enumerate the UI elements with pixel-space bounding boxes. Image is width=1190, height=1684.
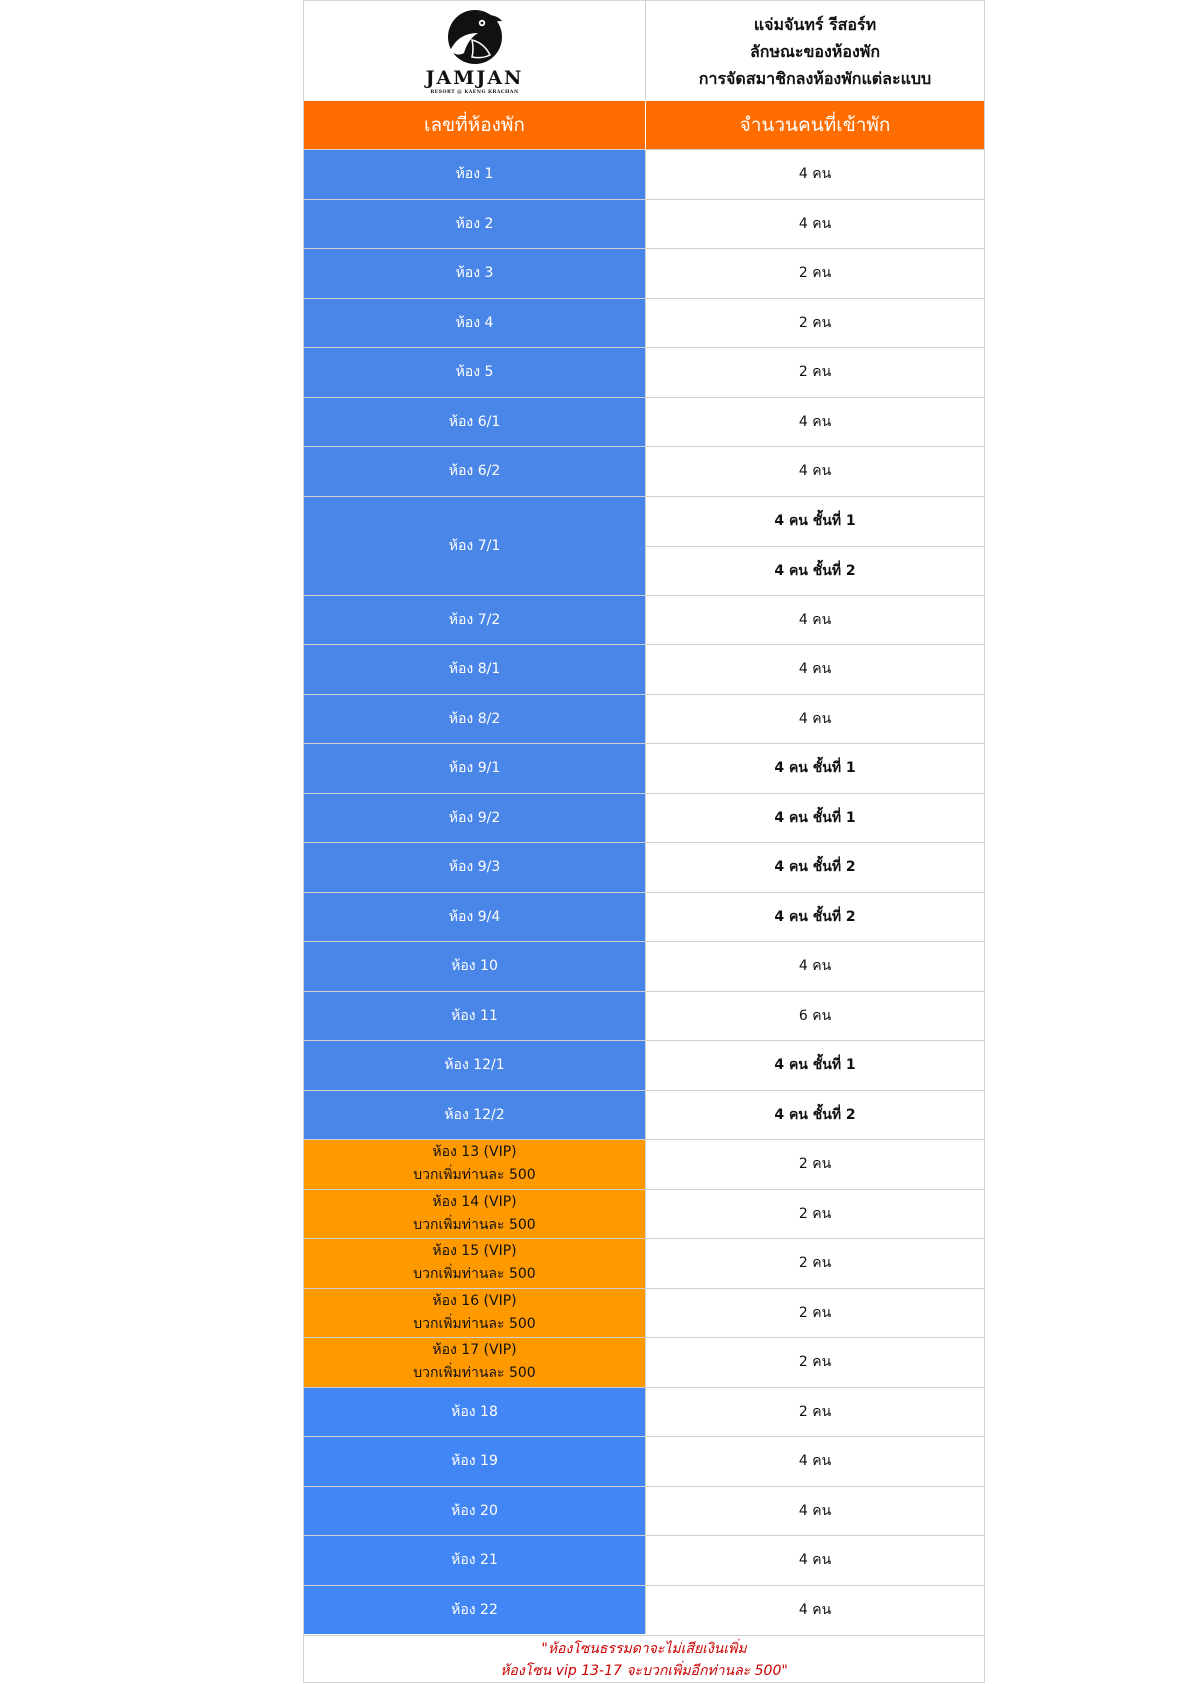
- room-cell: [304, 1586, 645, 1635]
- column-header-row: [304, 101, 984, 149]
- table-row: [304, 892, 984, 942]
- room-label: ห้อง 17 (VIP): [432, 1342, 517, 1359]
- room-cell: [304, 447, 645, 496]
- room-cell: [304, 1239, 645, 1288]
- guest-count: 2 คน: [798, 1304, 832, 1321]
- vip-surcharge-note: บวกเพิ่มท่านละ 500: [413, 1266, 536, 1283]
- room-label: ห้อง 3: [455, 265, 494, 282]
- guest-count: 4 คน: [798, 611, 832, 628]
- table-row: [304, 1337, 984, 1387]
- guest-count: 2 คน: [798, 1403, 832, 1420]
- room-cell: [304, 893, 645, 942]
- guest-count: 2 คน: [798, 1205, 832, 1222]
- guest-count: 4 คน: [798, 661, 832, 678]
- room-cell: [304, 249, 645, 298]
- room-cell: [304, 1190, 645, 1239]
- room-cell: [304, 695, 645, 744]
- room-cell: [304, 348, 645, 397]
- room-label: ห้อง 7/1: [448, 537, 501, 554]
- room-cell: [304, 794, 645, 843]
- guest-count: 2 คน: [798, 314, 832, 331]
- brand-name: JAMJAN: [425, 67, 524, 89]
- room-label: ห้อง 9/3: [448, 859, 501, 876]
- guests-cell: [645, 744, 984, 793]
- title-block: [645, 1, 984, 101]
- guest-count: 4 คน: [798, 710, 832, 727]
- room-cell: [304, 942, 645, 991]
- room-cell: [304, 1437, 645, 1486]
- room-label: ห้อง 8/2: [448, 710, 501, 727]
- room-label: ห้อง 21: [451, 1552, 498, 1569]
- room-label: ห้อง 7/2: [448, 611, 501, 628]
- column-header-room: เลขที่ห้องพัก: [424, 114, 525, 136]
- room-label: ห้อง 19: [451, 1453, 498, 1470]
- guest-count: 2 คน: [798, 265, 832, 282]
- guest-count: 4 คน: [798, 1502, 832, 1519]
- table-header: [304, 1, 984, 101]
- guest-count: 4 คน ชั้นที่ 1: [774, 513, 856, 529]
- room-label: ห้อง 18: [451, 1403, 498, 1420]
- room-label: ห้อง 13 (VIP): [432, 1144, 517, 1161]
- room-label: ห้อง 9/4: [448, 908, 501, 925]
- table-row: [304, 397, 984, 447]
- table-row: [304, 595, 984, 645]
- guest-count: 4 คน ชั้นที่ 1: [774, 809, 856, 826]
- guest-count: 6 คน: [798, 1007, 832, 1024]
- guest-count: 2 คน: [798, 1354, 832, 1371]
- footnote-line-2: ห้องโซน vip 13-17 จะบวกเพิ่มอีกท่านละ 500": [500, 1662, 788, 1679]
- guests-cell: [645, 1586, 984, 1635]
- footnote: [304, 1635, 984, 1683]
- guests-cell: [645, 1388, 984, 1437]
- guests-cell: [645, 992, 984, 1041]
- room-label: ห้อง 6/1: [448, 413, 501, 430]
- room-cell: [304, 398, 645, 447]
- guests-cell: [645, 1091, 984, 1140]
- guests-cell: [645, 1437, 984, 1486]
- guests-cell: [645, 447, 984, 496]
- room-label: ห้อง 5: [455, 364, 494, 381]
- guest-count: 4 คน: [798, 413, 832, 430]
- guests-cell: [645, 348, 984, 397]
- vip-surcharge-note: บวกเพิ่มท่านละ 500: [413, 1216, 536, 1233]
- footnote-line-1: "ห้องโซนธรรมดาจะไม่เสียเงินเพิ่ม: [541, 1640, 747, 1657]
- table-row: [304, 347, 984, 397]
- room-cell: [304, 1338, 645, 1387]
- guests-cell: [645, 200, 984, 249]
- table-row: [304, 1585, 984, 1635]
- room-label: ห้อง 6/2: [448, 463, 501, 480]
- room-cell: [304, 1140, 645, 1189]
- guest-count: 4 คน ชั้นที่ 2: [774, 1106, 856, 1123]
- table-row: [304, 694, 984, 744]
- table-row: [304, 941, 984, 991]
- room-label: ห้อง 16 (VIP): [432, 1292, 517, 1309]
- guest-count: 4 คน ชั้นที่ 2: [646, 546, 984, 595]
- room-label: ห้อง 12/2: [444, 1106, 505, 1123]
- room-label: ห้อง 1: [455, 166, 494, 183]
- guest-count: 4 คน ชั้นที่ 2: [774, 859, 856, 876]
- guests-cell: [645, 843, 984, 892]
- guest-count: 4 คน: [798, 463, 832, 480]
- vip-surcharge-note: บวกเพิ่มท่านละ 500: [413, 1315, 536, 1332]
- guests-cell: [645, 1140, 984, 1189]
- table-row: [304, 149, 984, 199]
- guests-cell: [645, 1487, 984, 1536]
- table-row: [304, 1486, 984, 1536]
- vip-surcharge-note: บวกเพิ่มท่านละ 500: [413, 1365, 536, 1382]
- table-row: [304, 1436, 984, 1486]
- guest-count: 4 คน ชั้นที่ 1: [774, 1057, 856, 1074]
- room-label: ห้อง 4: [455, 314, 494, 331]
- guest-count: 4 คน: [798, 215, 832, 232]
- guests-cell: [645, 1041, 984, 1090]
- table-row: [304, 743, 984, 793]
- room-label: ห้อง 2: [455, 215, 494, 232]
- room-cell: [304, 200, 645, 249]
- guests-cell: [645, 1190, 984, 1239]
- guests-cell: [645, 645, 984, 694]
- room-cell: [304, 744, 645, 793]
- guest-count: 2 คน: [798, 1255, 832, 1272]
- room-cell: [304, 645, 645, 694]
- guests-cell: [645, 1338, 984, 1387]
- guests-cell: [645, 1239, 984, 1288]
- guests-cell: [645, 398, 984, 447]
- table-row: [304, 496, 984, 595]
- guests-cell: [645, 1289, 984, 1338]
- room-table: [303, 0, 985, 1683]
- table-row: [304, 793, 984, 843]
- guest-count: 4 คน: [798, 166, 832, 183]
- table-row: [304, 1139, 984, 1189]
- table-row: [304, 446, 984, 496]
- table-row: [304, 1040, 984, 1090]
- table-row: [304, 199, 984, 249]
- room-cell: [304, 1091, 645, 1140]
- table-row: [304, 1189, 984, 1239]
- guest-count: 4 คน: [798, 1601, 832, 1618]
- table-row: [304, 1090, 984, 1140]
- guests-cell: [645, 497, 984, 595]
- guests-cell: [645, 249, 984, 298]
- title-line-2: ลักษณะของห้องพัก: [749, 41, 881, 61]
- guests-cell: [645, 695, 984, 744]
- logo-block: [304, 1, 645, 101]
- guest-count: 4 คน: [798, 958, 832, 975]
- table-row: [304, 1387, 984, 1437]
- table-row: [304, 1535, 984, 1585]
- room-cell: [304, 150, 645, 199]
- room-cell: [304, 1536, 645, 1585]
- room-label: ห้อง 15 (VIP): [432, 1243, 517, 1260]
- room-cell: [304, 1289, 645, 1338]
- room-label: ห้อง 8/1: [448, 661, 501, 678]
- room-cell: [304, 1388, 645, 1437]
- table-row: [304, 1288, 984, 1338]
- guests-cell: [645, 794, 984, 843]
- room-cell: [304, 992, 645, 1041]
- room-cell: [304, 596, 645, 645]
- guest-count: 4 คน: [798, 1453, 832, 1470]
- guest-count: 4 คน: [798, 1552, 832, 1569]
- guests-cell: [645, 1536, 984, 1585]
- title-line-1: แจ่มจันทร์ รีสอร์ท: [753, 14, 877, 34]
- vip-surcharge-note: บวกเพิ่มท่านละ 500: [413, 1167, 536, 1184]
- table-row: [304, 248, 984, 298]
- room-label: ห้อง 14 (VIP): [432, 1193, 517, 1210]
- guest-count: 2 คน: [798, 1156, 832, 1173]
- column-header-guests: จำนวนคนที่เข้าพัก: [645, 101, 984, 149]
- table-row: [304, 644, 984, 694]
- table-row: [304, 1238, 984, 1288]
- room-label: ห้อง 20: [451, 1502, 498, 1519]
- room-label: ห้อง 10: [451, 958, 498, 975]
- guest-count: 2 คน: [798, 364, 832, 381]
- guests-cell: [645, 942, 984, 991]
- guests-cell: [645, 596, 984, 645]
- guests-cell: [645, 299, 984, 348]
- room-cell: [304, 1041, 645, 1090]
- table-row: [304, 298, 984, 348]
- title-line-3: การจัดสมาชิกลงห้องพักแต่ละแบบ: [698, 68, 932, 88]
- guest-count: 4 คน ชั้นที่ 1: [774, 760, 856, 777]
- table-row: [304, 842, 984, 892]
- guests-cell: [645, 150, 984, 199]
- room-label: ห้อง 11: [451, 1007, 498, 1024]
- room-label: ห้อง 22: [451, 1601, 498, 1618]
- room-label: ห้อง 9/2: [448, 809, 501, 826]
- table-row: [304, 991, 984, 1041]
- room-cell: [304, 299, 645, 348]
- guest-count: 4 คน ชั้นที่ 2: [774, 908, 856, 925]
- toucan-bird-icon: [444, 7, 506, 65]
- room-cell: [304, 497, 645, 595]
- room-label: ห้อง 12/1: [444, 1057, 505, 1074]
- room-label: ห้อง 9/1: [448, 760, 501, 777]
- room-cell: [304, 1487, 645, 1536]
- room-cell: [304, 843, 645, 892]
- guests-cell: [645, 893, 984, 942]
- brand-tagline: RESORT @ KAENG KRACHAN: [430, 90, 519, 95]
